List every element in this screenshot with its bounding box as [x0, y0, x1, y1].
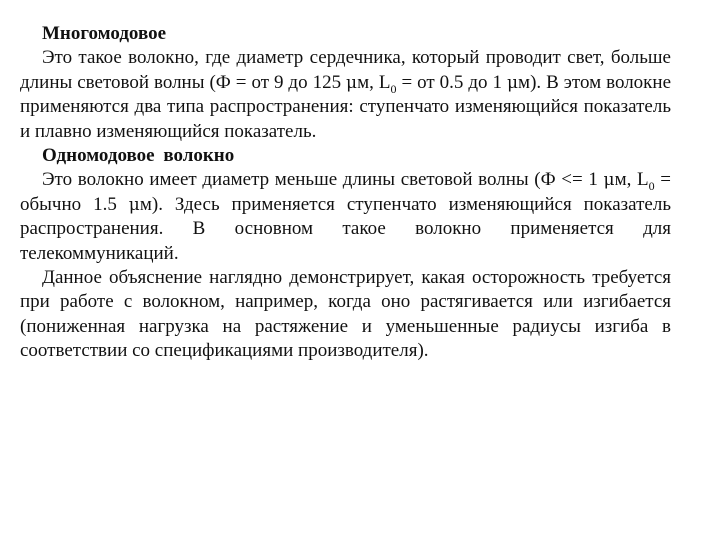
singlemode-text-1: Это волокно имеет диаметр меньше длины световой волны (Ф <= 1	[42, 169, 604, 191]
subscript-zero: 0	[648, 179, 655, 194]
multimode-text-3: = от 0.5 до 1	[396, 71, 507, 93]
micro-symbol: μ	[128, 194, 140, 215]
multimode-text-1: Это такое волокно, где диаметр сердечника, который проводит свет, больше длины световой волны (Ф = от 9 до 125	[20, 47, 671, 93]
singlemode-paragraph	[20, 168, 671, 266]
micro-symbol: μ	[506, 72, 519, 93]
multimode-heading: Многомодовое	[42, 23, 167, 44]
multimode-text-4: м). В этом волокне применяются два типа распространения: ступенчато изменяющийся показатель и плавно изменяющийся показатель.	[20, 71, 672, 142]
micro-symbol: μ	[346, 72, 358, 93]
singlemode-text-3: = обычно 1.5	[20, 169, 671, 215]
multimode-text-2: м, L	[357, 71, 391, 93]
singlemode-text-4: м). Здесь применяется ступенчато изменяющийся показатель распространения. В основном такое волокно применяется для телекоммуникаций.	[20, 193, 672, 264]
micro-symbol: μ	[603, 170, 615, 191]
document-body	[20, 22, 671, 364]
singlemode-heading: Одномодовое волокно	[42, 145, 235, 167]
explanation-paragraph: Данное объяснение наглядно демонстрирует, какая осторожность требуется при работе с волокном, например, когда оно растягивается или изгибается (пониженная нагрузка на растяжение и уменьшенные радиусы изгиба в соответствии со спецификациями производителя).	[20, 267, 671, 362]
singlemode-text-2: м, L	[614, 169, 649, 191]
multimode-paragraph	[20, 46, 671, 144]
subscript-zero: 0	[390, 81, 397, 96]
